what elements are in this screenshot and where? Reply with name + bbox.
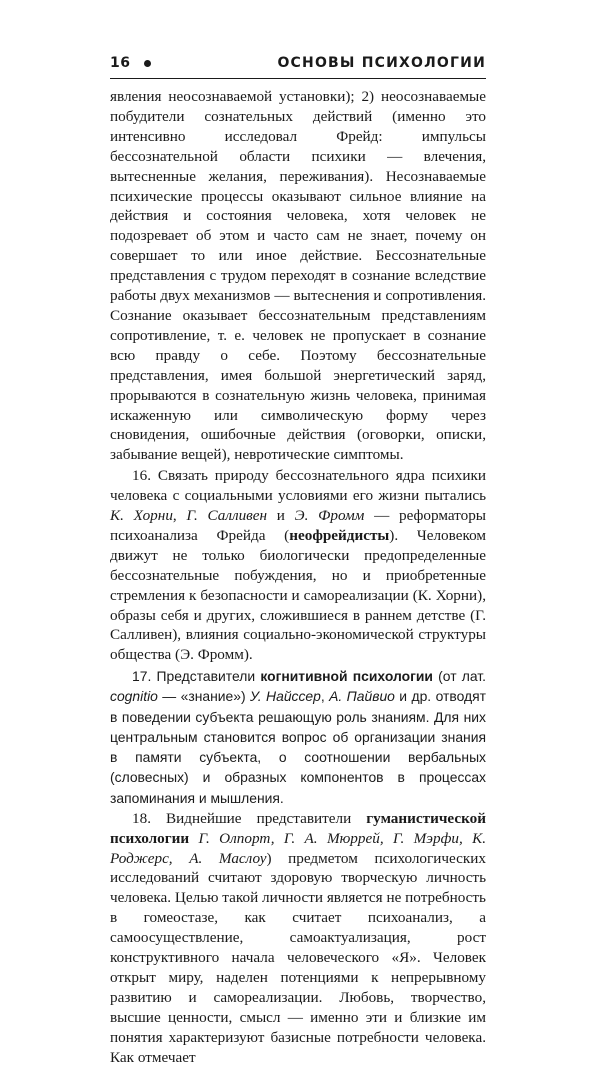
authors-humanistic: Г. Олпорт, Г. А. Мюррей, Г. Мэрфи, К. Роджерс, А. Маслоу: [110, 829, 486, 867]
author-horney: К. Хорни: [110, 507, 173, 525]
paragraph-continuation: явления неосознаваемой установки); 2) неосознаваемые побудители сознательных действий (именно это интенсивно исследовал Фрейд: импульсы бессознательной области психики — влечения, вытесненные желания, переживания). Несознаваемые психические процессы оказывают сильное влияние на действия и состояния человека, хотя человек не подозревает об этом и часто сам не знает, почему он совершает то или иное действие. Бессознательные представления с трудом переходят в сознание вследствие работы двух механизмов — вытеснения и сопротивления. Сознание оказывает бессознательным представлениям сопротивление, т. е. человек не пропускает в сознание всю правду о себе. Поэтому бессознательные представления, имея большой энергетический заряд, прорываются в сознательную жизнь человека, принимая искаженную или символическую форму через сновидения, ошибочные действия (оговорки, описки, забывание вещей), невротические симптомы.: [110, 88, 486, 464]
paragraph-16: 16. Связать природу бессознательного ядра психики человека с социальными условиями его жизни пытались К. Хорни, Г. Салливен и Э. Фромм — реформаторы психоанализа Фрейда (неофрейдисты). Человеком движут не только биологически предопределенные бессознательные побуждения, но и приобретенные стремления к безопасности и самореализации (К. Хорни), образы себя и других, сложившиеся в раннем детстве (Г. Салливен), влияния социально-экономической структуры общества (Э. Фромм).: [110, 467, 487, 664]
page-body: [110, 87, 486, 1067]
page-header: [110, 50, 486, 76]
header-rule: [110, 78, 486, 79]
term-neofreudians: неофрейдисты: [289, 526, 390, 544]
author-paivio: А. Пайвио: [329, 688, 395, 705]
term-cognitio: cognitio: [110, 688, 158, 705]
paragraph-17: 17. Представители когнитивной психологии (от лат. cognitio — «знание») У. Найссер, А. Пайвио и др. отводят в поведении субъекта решающую роль знаниям. Для них центральным становится вопрос об организации знания в памяти субъекта, о соотношении вербальных (словесных) и образных компонентов в процессах запоминания и мышления.: [110, 668, 486, 806]
author-sullivan: Г. Салливен: [186, 507, 268, 525]
term-cognitive-psychology: когнитивной психологии: [260, 668, 433, 685]
page-number: 16: [110, 55, 131, 71]
bullet-dot-icon: [144, 60, 151, 67]
running-title: ОСНОВЫ ПСИХОЛОГИИ: [277, 55, 486, 71]
paragraph-18: 18. Виднейшие представители гуманистической психологии Г. Олпорт, Г. А. Мюррей, Г. Мэрфи, К. Роджерс, А. Маслоу) предметом психологических исследований считают здоровую творческую личность человека. Целью такой личности является не потребность в гомеостазе, как считает психоанализ, а самоосуществление, самоактуализация, рост конструктивного начала человеческого «Я». Человек открыт миру, наделен потенциями к непрерывному развитию и самореализации. Любовь, творчество, высшие ценности, смысл — именно эти и близкие им понятия характеризуют базисные потребности человека. Как отмечает: [110, 809, 486, 1066]
author-fromm: Э. Фромм: [294, 507, 365, 525]
term-humanistic-psychology: гуманистической психологии: [110, 809, 486, 847]
author-neisser: У. Найссер: [250, 688, 321, 705]
